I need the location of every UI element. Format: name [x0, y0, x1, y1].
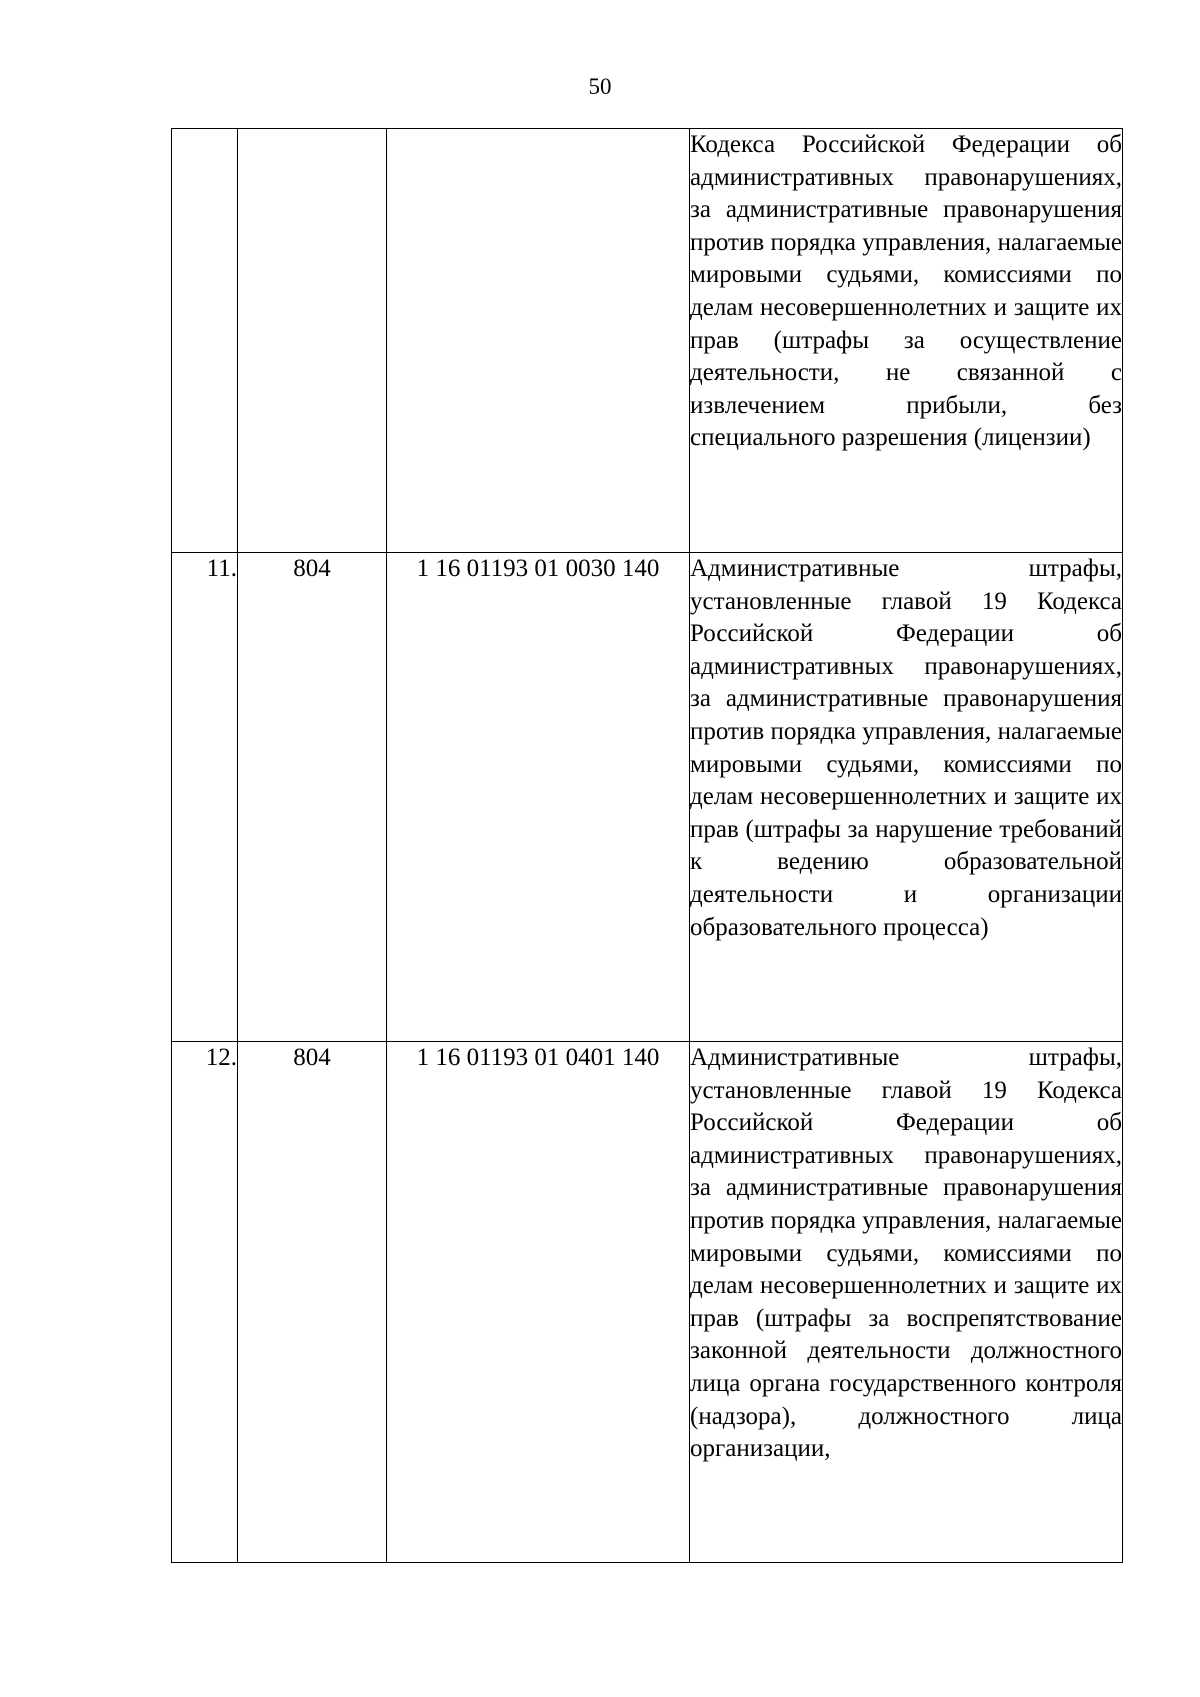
description-text: Административные штрафы, установленные главой 19 Кодекса Российской Федерации об административных правонарушениях, за административные правонарушения против порядка управления, налагаемые мировыми судьями, комиссиями по делам несовершеннолетних и защите их прав (штрафы за воспрепятствование законной деятельности должностного лица органа государственного контроля (надзора), должностного лица организации,: [690, 1044, 1122, 1463]
table-row: [172, 553, 1123, 1042]
description-text: Административные штрафы, установленные главой 19 Кодекса Российской Федерации об административных правонарушениях, за административные правонарушения против порядка управления, налагаемые мировыми судьями, комиссиями по делам несовершеннолетних и защите их прав (штрафы за нарушение требований к ведению образовательной деятельности и организации образовательного процесса): [690, 555, 1122, 941]
admin-code-cell: 804: [238, 1042, 387, 1563]
admin-code-cell: 804: [238, 553, 387, 1042]
kbk-code-cell: 1 16 01193 01 0030 140: [387, 553, 690, 1042]
page-number: 50: [588, 74, 612, 99]
row-number-cell: 11.: [172, 553, 238, 1042]
kbk-code-cell: 1 16 01193 01 0401 140: [387, 1042, 690, 1563]
admin-code-cell: [238, 129, 387, 553]
row-number-cell: 12.: [172, 1042, 238, 1563]
kbk-code-cell: [387, 129, 690, 553]
description-cell: [690, 1042, 1123, 1563]
description-cell: [690, 129, 1123, 553]
table-row: [172, 129, 1123, 553]
fees-table: [171, 128, 1123, 1563]
description-text: Кодекса Российской Федерации об административных правонарушениях, за административные правонарушения против порядка управления, налагаемые мировыми судьями, комиссиями по делам несовершеннолетних и защите их прав (штрафы за осуществление деятельности, не связанной с извлечением прибыли, без специального разрешения (лицензии): [690, 131, 1122, 452]
table-row: [172, 1042, 1123, 1563]
row-number-cell: [172, 129, 238, 553]
description-cell: [690, 553, 1123, 1042]
